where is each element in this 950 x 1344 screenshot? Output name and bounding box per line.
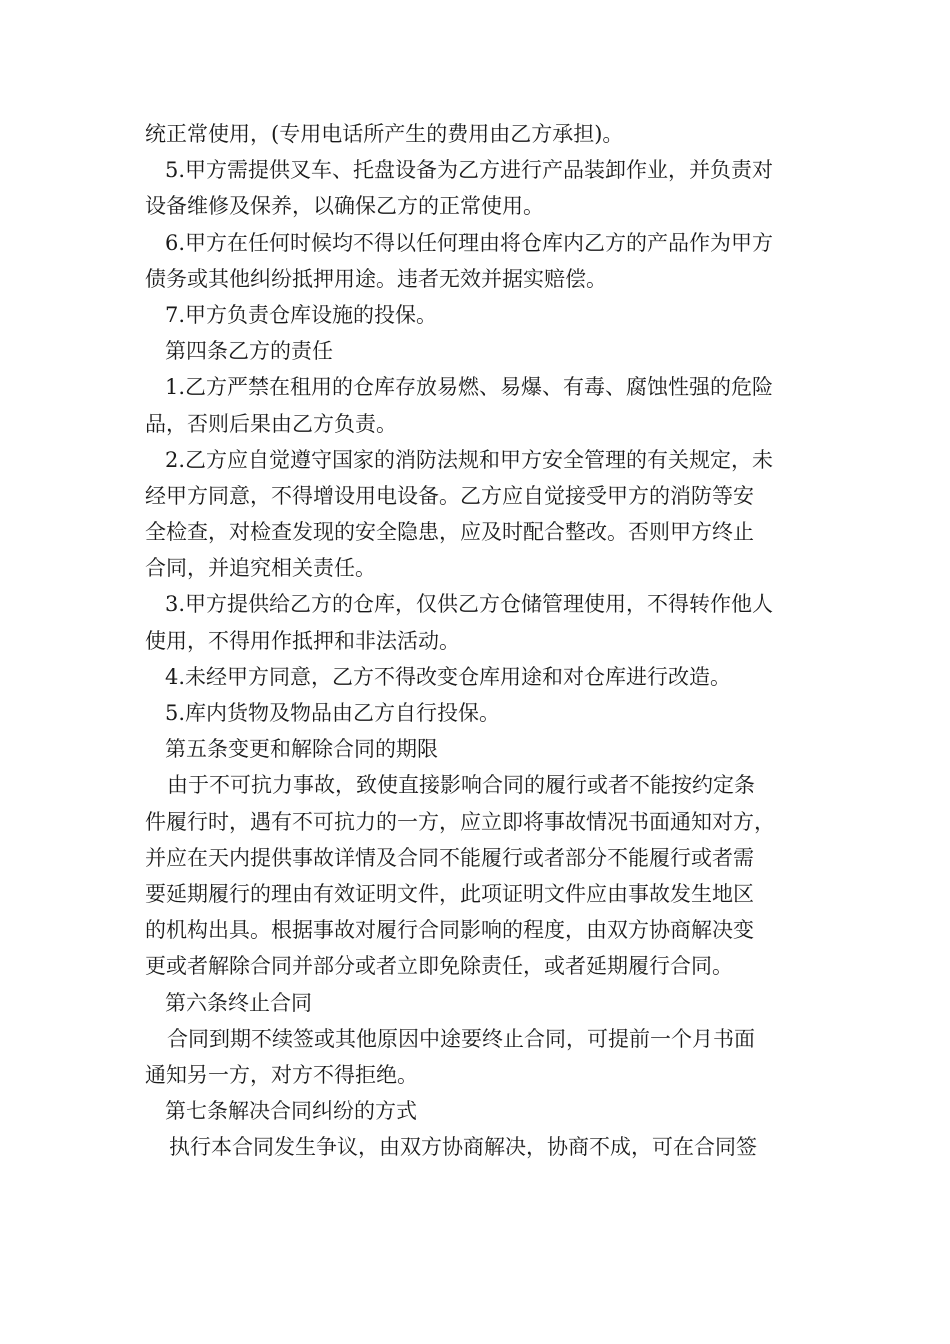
text-line: 使用，不得用作抵押和非法活动。 bbox=[145, 628, 460, 653]
text-line: 件履行时，遇有不可抗力的一方，应立即将事故情况书面通知对方， bbox=[145, 809, 775, 834]
text-line: 经甲方同意，不得增设用电设备。乙方应自觉接受甲方的消防等安 bbox=[145, 483, 754, 508]
paragraph-start: 合同到期不续签或其他原因中途要终止合同，可提前一个月书面 bbox=[167, 1026, 755, 1051]
list-item: 3.甲方提供给乙方的仓库，仅供乙方仓储管理使用，不得转作他人 bbox=[165, 592, 774, 617]
text-line: 设备维修及保养，以确保乙方的正常使用。 bbox=[145, 194, 544, 219]
list-item: 7.甲方负责仓库设施的投保。 bbox=[165, 302, 438, 327]
text-line: 更或者解除合同并部分或者立即免除责任，或者延期履行合同。 bbox=[145, 954, 733, 979]
text-line: 的机构出具。根据事故对履行合同影响的程度，由双方协商解决变 bbox=[145, 918, 754, 943]
list-item: 5.库内货物及物品由乙方自行投保。 bbox=[165, 701, 501, 725]
section-heading: 第五条变更和解除合同的期限 bbox=[165, 737, 438, 762]
list-item: 6.甲方在任何时候均不得以任何理由将仓库内乙方的产品作为甲方 bbox=[165, 230, 774, 255]
text-line: 并应在天内提供事故详情及合同不能履行或者部分不能履行或者需 bbox=[145, 845, 754, 870]
text-line: 要延期履行的理由有效证明文件，此项证明文件应由事故发生地区 bbox=[145, 881, 754, 906]
list-item: 1.乙方严禁在租用的仓库存放易燃、易爆、有毒、腐蚀性强的危险 bbox=[165, 375, 774, 400]
document-body bbox=[145, 116, 815, 1165]
paragraph-start: 由于不可抗力事故，致使直接影响合同的履行或者不能按约定条 bbox=[167, 773, 755, 798]
text-line: 全检查，对检查发现的安全隐患，应及时配合整改。否则甲方终止 bbox=[145, 520, 754, 545]
section-heading: 第七条解决合同纠纷的方式 bbox=[165, 1099, 417, 1124]
text-line: 合同，并追究相关责任。 bbox=[145, 556, 376, 581]
section-heading: 第六条终止合同 bbox=[165, 990, 312, 1015]
list-item: 5.甲方需提供叉车、托盘设备为乙方进行产品装卸作业，并负责对 bbox=[165, 158, 774, 183]
text-line: 债务或其他纠纷抵押用途。违者无效并据实赔偿。 bbox=[145, 266, 607, 291]
text-line: 通知另一方，对方不得拒绝。 bbox=[145, 1062, 418, 1087]
list-item: 2.乙方应自觉遵守国家的消防法规和甲方安全管理的有关规定，未 bbox=[165, 447, 774, 472]
list-item: 4.未经甲方同意，乙方不得改变仓库用途和对仓库进行改造。 bbox=[165, 664, 732, 689]
paragraph-start: 执行本合同发生争议，由双方协商解决，协商不成，可在合同签 bbox=[169, 1135, 757, 1160]
section-heading: 第四条乙方的责任 bbox=[165, 339, 333, 364]
text-line: 品，否则后果由乙方负责。 bbox=[145, 411, 397, 436]
text-line: 统正常使用，(专用电话所产生的费用由乙方承担)。 bbox=[145, 122, 624, 146]
